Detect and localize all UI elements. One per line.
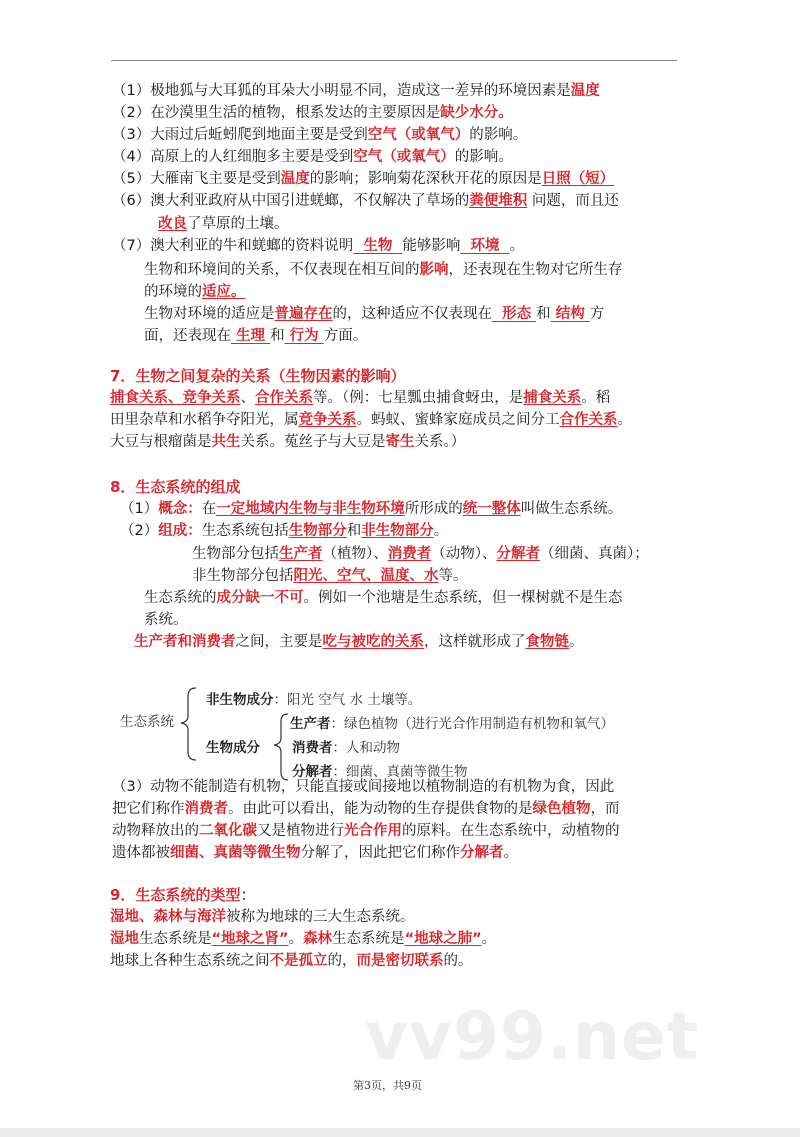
section-8-concept: （1）概念：在一定地域内生物与非生物环境所形成的统一整体叫做生态系统。 <box>120 501 623 517</box>
section-7-line-2: 田里杂草和水稻争夺阳光，属竞争关系。蚂蚁、蜜蜂家庭成员之间分工合作关系。 <box>110 412 632 428</box>
item-1: （1）极地狐与大耳狐的耳朵大小明显不同，造成这一差异的环境因素是温度 <box>112 83 600 99</box>
section-8-composition: （2）组成：生态系统包括生物部分和非生物部分。 <box>120 523 449 539</box>
para3-line-3: 动物释放出的二氧化碳又是植物进行光合作用的原料。在生态系统中，动植物的 <box>112 823 620 839</box>
section-9-line-1: 湿地、森林与海洋被称为地球的三大生态系统。 <box>110 909 415 925</box>
item-7: （7）澳大利亚的牛和蜣螂的资料说明 生物 能够影响 环境 。 <box>112 238 525 254</box>
watermark: vv99.net <box>365 998 700 1075</box>
relation-1: 生物和环境间的关系，不仅表现在相互间的影响，还表现在生物对它所生存 <box>144 262 623 278</box>
section-7-line-1: 捕食关系、竞争关系、合作关系等。（例：七星瓢虫捕食蚜虫，是捕食关系。稻 <box>110 390 611 406</box>
section-9-line-2: 湿地生态系统是“地球之肾”。森林生态系统是“地球之肺”。 <box>110 931 497 947</box>
section-8-abiotic: 非生物部分包括阳光、空气、温度、水等。 <box>192 568 468 584</box>
brace-icon <box>178 686 200 762</box>
consumer-row: 消费者：人和动物 <box>292 740 400 756</box>
para3-line-2: 把它们称作消费者。由此可以看出，能为动物的生存提供食物的是绿色植物，而 <box>112 801 620 817</box>
section-8-title: 8．生态系统的组成 <box>110 478 241 496</box>
section-8-components: 生态系统的成分缺一不可。例如一个池塘是生态系统，但一棵树就不是生态 <box>144 590 623 606</box>
biotic-label: 生物成分 <box>206 740 260 756</box>
section-7-title: 7．生物之间复杂的关系（生物因素的影响） <box>110 367 406 385</box>
relation-1-cont: 的环境的适应。 <box>144 284 246 300</box>
section-9-line-3: 地球上各种生态系统之间不是孤立的，而是密切联系的。 <box>110 953 473 969</box>
ecosystem-diagram <box>120 684 680 784</box>
section-9-title: 9．生态系统的类型： <box>110 886 256 904</box>
relation-2-cont: 面，还表现在 生理 和 行为 方面。 <box>144 328 368 344</box>
section-8-food-chain: 生产者和消费者之间，主要是吃与被吃的关系，这样就形成了食物链。 <box>134 634 584 650</box>
diagram-root: 生态系统 <box>120 714 174 730</box>
item-3: （3）大雨过后蚯蚓爬到地面主要是受到空气（或氧气）的影响。 <box>112 127 528 143</box>
section-8-components-cont: 系统。 <box>144 612 188 628</box>
page-number: 第3页，共9页 <box>353 1079 422 1092</box>
item-5: （5）大雁南飞主要是受到温度的影响；影响菊花深秋开花的原因是日照（短） <box>112 171 615 187</box>
producer-row: 生产者：绿色植物（进行光合作用制造有机物和氧气） <box>290 716 614 732</box>
para3-line-1: （3）动物不能制造有机物，只能直接或间接地以植物制造的有机物为食，因此 <box>112 779 615 795</box>
item-4: （4）高原上的人红细胞多主要是受到空气（或氧气）的影响。 <box>112 149 513 165</box>
page-edge <box>0 1128 800 1137</box>
relation-2: 生物对环境的适应是普遍存在的，这种适应不仅表现在 形态 和 结构 方 <box>144 306 605 322</box>
decomposer-row: 分解者：细菌、真菌等微生物 <box>292 764 468 780</box>
section-7-line-3: 大豆与根瘤菌是共生关系。菟丝子与大豆是寄生关系。） <box>110 434 466 450</box>
item-6-cont: 改良了草原的土壤。 <box>158 216 289 232</box>
item-6: （6）澳大利亚政府从中国引进蜣螂，不仅解决了草场的粪便堆积 问题，而且还 <box>112 193 619 209</box>
header-rule <box>111 60 677 61</box>
abiotic-row: 非生物成分：阳光 空气 水 土壤等。 <box>206 692 422 708</box>
item-2: （2）在沙漠里生活的植物，根系发达的主要原因是缺少水分。 <box>112 105 513 121</box>
brace-icon <box>272 712 292 782</box>
para3-line-4: 遗体都被细菌、真菌等微生物分解了，因此把它们称作分解者。 <box>112 845 518 861</box>
section-8-biotic: 生物部分包括生产者（植物）、消费者（动物）、分解者（细菌、真菌）； <box>192 546 649 562</box>
